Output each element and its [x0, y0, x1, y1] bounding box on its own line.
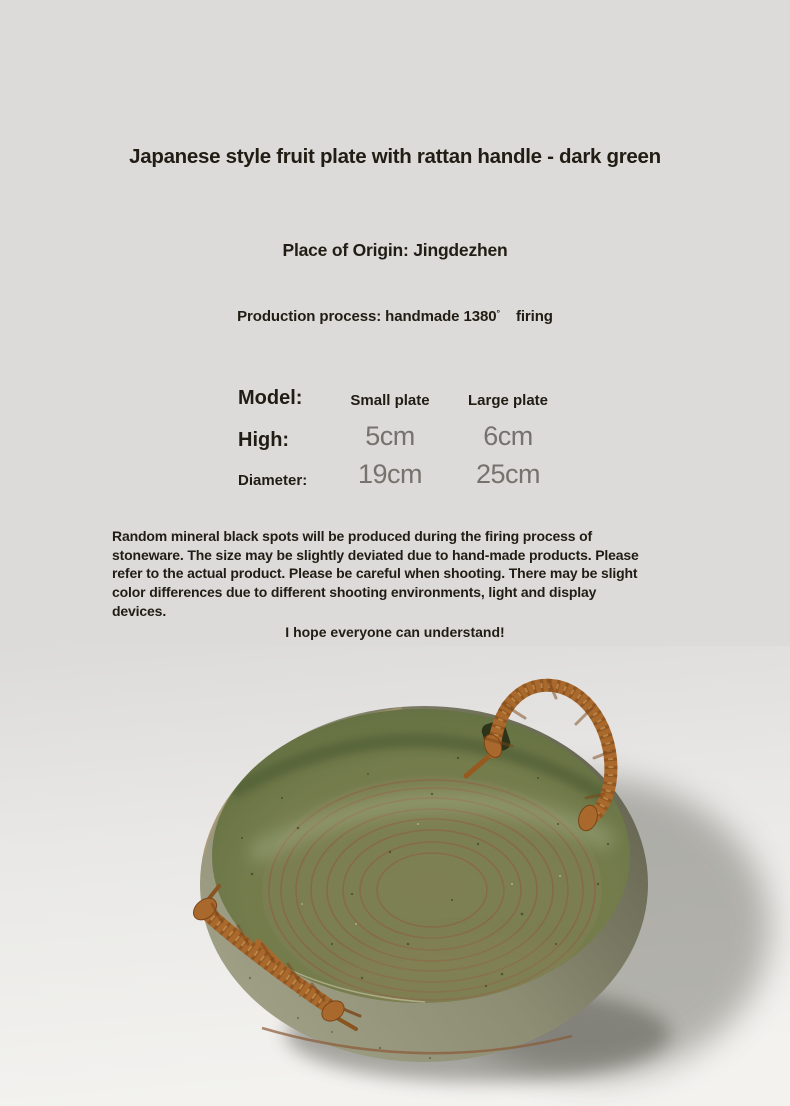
- disclaimer-line: devices.: [112, 602, 167, 619]
- spec-header-large-plate: Large plate: [467, 392, 549, 409]
- spec-row-high-label: High:: [238, 429, 290, 451]
- spec-row-diameter-label: Diameter:: [238, 472, 308, 489]
- spec-diameter-small-value: 19cm: [357, 459, 423, 489]
- degree-symbol: °: [496, 308, 500, 318]
- closing-line: I hope everyone can understand!: [285, 624, 505, 640]
- process-line: [0, 308, 790, 325]
- disclaimer-line: color differences due to different shooting environments, light and display: [112, 584, 597, 601]
- spec-header-model: Model:: [238, 387, 303, 409]
- origin-line: Place of Origin: Jingdezhen: [282, 240, 508, 260]
- disclaimer-line: refer to the actual product. Please be careful when shooting. There may be slight: [112, 565, 638, 582]
- product-photo: [0, 646, 790, 1106]
- process-text: Production process: handmade 1380: [237, 308, 497, 325]
- spec-table: [238, 384, 570, 488]
- spec-header-small-plate: Small plate: [350, 392, 430, 409]
- disclaimer-line: stoneware. The size may be slightly deviated due to hand-made products. Please: [112, 546, 639, 563]
- product-title: Japanese style fruit plate with rattan handle - dark green: [129, 145, 661, 168]
- disclaimer-text: [112, 527, 639, 621]
- disclaimer-line: Random mineral black spots will be produced during the firing process of: [112, 528, 593, 544]
- process-firing: firing: [515, 308, 553, 325]
- spec-high-small-value: 5cm: [365, 421, 415, 451]
- spec-high-large-value: 6cm: [483, 421, 533, 451]
- spec-diameter-large-value: 25cm: [475, 459, 541, 489]
